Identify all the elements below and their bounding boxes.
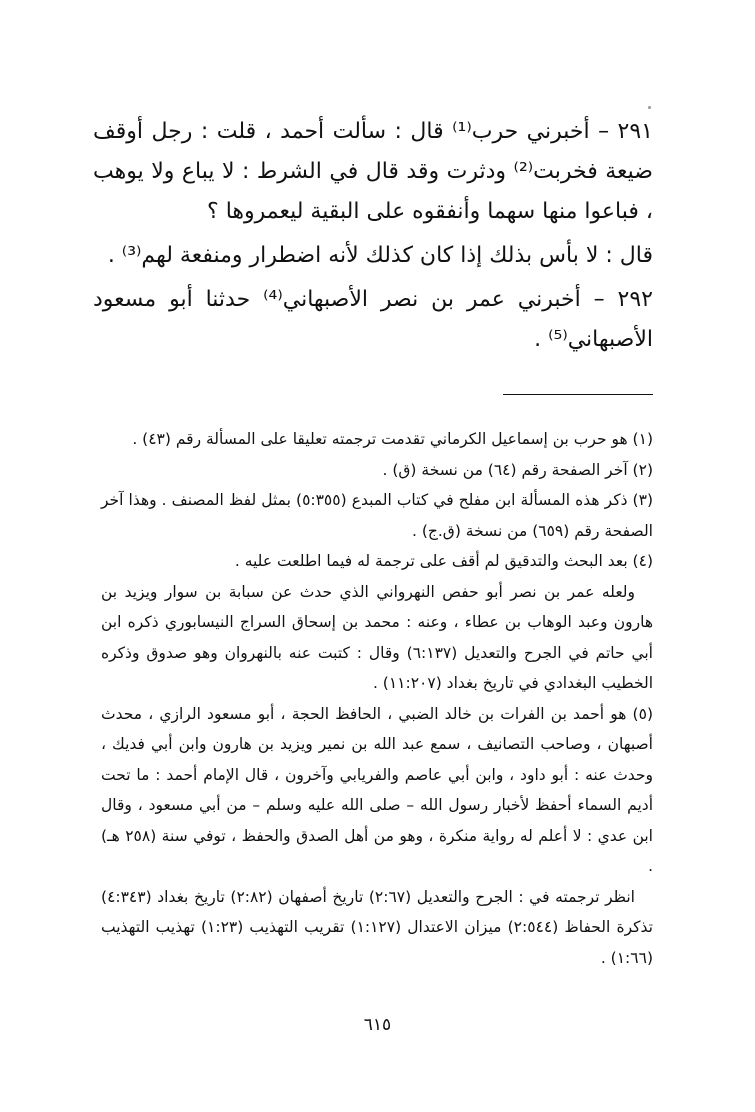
footnote-3: (٣) ذكر هذه المسألة ابن مفلح في كتاب المبدع (٥:٣٥٥) بمثل لفظ المصنف . وهذا آخر الصفحة رقم (٦٥٩) من نسخة (ق.ج) . xyxy=(101,491,653,540)
issue-291-answer: قال : لا بأس بذلك إذا كان كذلك لأنه اضطرار ومنفعة لهم⁽³⁾ . xyxy=(107,243,653,268)
scan-speck xyxy=(648,106,651,109)
issue-292: ٢٩٢ – أخبرني عمر بن نصر الأصبهاني⁽⁴⁾ حدثنا أبو مسعود الأصبهاني⁽⁵⁾ . xyxy=(93,287,653,352)
footnote-5-references: انظر ترجمته في : الجرح والتعديل (٢:٦٧) تاريخ أصفهان (٢:٨٢) تاريخ بغداد (٤:٣٤٣) تذكرة الحفاظ (٢:٥٤٤) ميزان الاعتدال (١:١٢٧) تقريب التهذيب (١:٢٣) تهذيب التهذيب (١:٦٦) . xyxy=(101,887,654,967)
footnote-2: (٢) آخر الصفحة رقم (٦٤) من نسخة (ق) . xyxy=(382,460,653,479)
page-number: ٦١٥ xyxy=(363,1015,392,1035)
footnote-4: (٤) بعد البحث والتدقيق لم أقف على ترجمة له فيما اطلعت عليه . xyxy=(234,552,653,570)
issue-291: ٢٩١ – أخبرني حرب⁽¹⁾ قال : سألت أحمد ، قلت : رجل أوقف ضيعة فخربت⁽²⁾ ودثرت وقد قال في الشرط : لا يباع ولا يوهب ، فباعوا منها سهما وأنفقوه على البقية ليعمروها ؟ xyxy=(93,119,653,224)
footnote-divider xyxy=(503,394,653,395)
footnote-1: (١) هو حرب بن إسماعيل الكرماني تقدمت ترجمته تعليقا على المسألة رقم (٤٣) . xyxy=(132,430,653,448)
main-text xyxy=(93,112,653,360)
footnotes xyxy=(101,424,653,973)
footnote-4-continued: ولعله عمر بن نصر أبو حفص النهرواني الذي حدث عن سبابة بن سوار ويزيد بن هارون وعبد الوهاب بن عطاء ، وعنه : محمد بن إسحاق السراج النيسابوري ذكره ابن أبي حاتم في الجرح والتعديل (٦:١٣٧) وقال : كتبت عنه بالنهروان وهو صدوق وذكره الخطيب البغدادي في تاريخ بغداد (١١:٢٠٧) . xyxy=(101,582,653,692)
footnote-5: (٥) هو أحمد بن الفرات بن خالد الضبي ، الحافظ الحجة ، أبو مسعود الرازي ، محدث أصبهان ، وصاحب التصانيف ، سمع عبد الله بن نمير ويزيد بن هارون وابن أبي فديك ، وحدث عنه : أبو داود ، وابن أبي عاصم والفريابي وآخرون ، قال الإمام أحمد : ما تحت أديم السماء أحفظ لأخبار رسول الله – صلى الله عليه وسلم – من أبي مسعود ، وقال ابن عدي : لا أعلم له رواية منكرة ، وهو من أهل الصدق والحفظ ، توفي سنة (٢٥٨ هـ) . xyxy=(101,704,653,875)
